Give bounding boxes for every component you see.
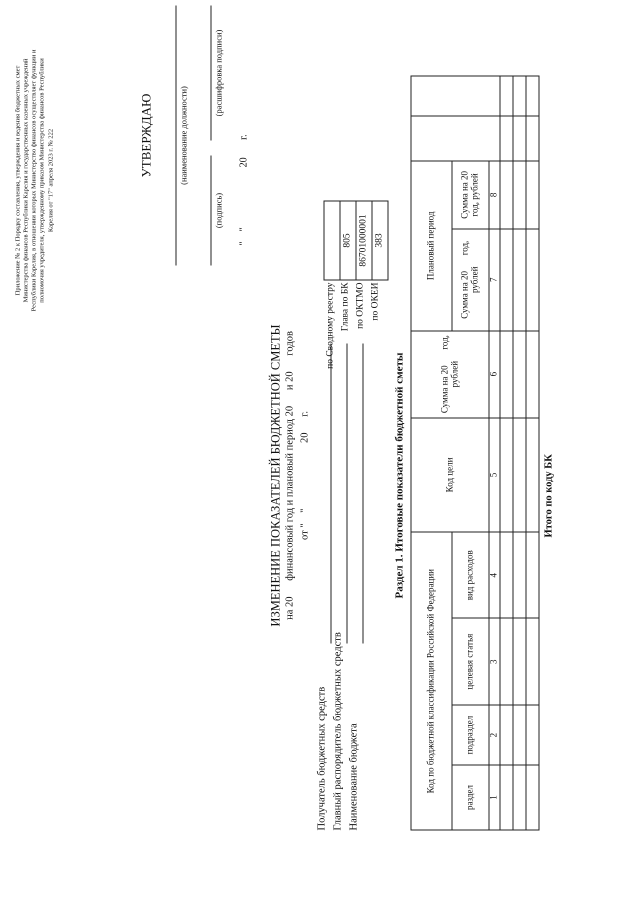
col-subsection: подраздел <box>452 705 489 765</box>
table-cell <box>500 618 513 705</box>
col-number: 4 <box>489 532 500 618</box>
table-cell <box>500 116 513 161</box>
sum-header: Сумма на 20 год, рублей <box>411 330 489 417</box>
table-cell <box>500 330 513 417</box>
table-cell <box>513 76 526 116</box>
bk-header: Код по бюджетной классификации Российской Федерации <box>411 532 452 830</box>
signature-hint: (подпись) <box>213 192 223 228</box>
document-title: ИЗМЕНЕНИЕ ПОКАЗАТЕЛЕЙ БЮДЖЕТНОЙ СМЕТЫ <box>268 323 282 627</box>
table-cell <box>513 330 526 417</box>
recipient-label: Получатель бюджетных средств <box>316 686 327 830</box>
position-hint: (наименование должности) <box>178 85 188 185</box>
table-cell <box>526 618 539 705</box>
table-cell <box>500 705 513 765</box>
appendix-note <box>14 10 55 350</box>
table-cell <box>513 705 526 765</box>
registry-code-label: по Сводному реестру <box>325 282 335 369</box>
table-cell <box>513 417 526 532</box>
appendix-line: Министерства финансов Республики Карелия и государственных казенных учреждений <box>22 58 30 302</box>
decode-hint: (расшифровка подписи) <box>213 29 223 116</box>
chapter-code-cell: 805 <box>340 201 356 280</box>
goal-header: Код цели <box>411 417 489 532</box>
document-date: от " " 20 г. <box>299 410 310 540</box>
section-title: Раздел 1. Итоговые показатели бюджетной сметы <box>393 351 405 599</box>
col-target: целевая статья <box>452 618 489 705</box>
table-cell <box>513 532 526 618</box>
table-cell <box>513 228 526 330</box>
blank-column <box>411 116 500 161</box>
col-number: 6 <box>489 330 500 417</box>
table-cell <box>500 417 513 532</box>
position-line <box>175 5 176 265</box>
table-cell <box>513 116 526 161</box>
table-row <box>526 76 539 830</box>
table-cell <box>526 330 539 417</box>
col-number: 8 <box>489 160 500 228</box>
col-number: 2 <box>489 705 500 765</box>
total-label: Итого по коду БК <box>543 453 554 537</box>
table-cell <box>500 160 513 228</box>
manager-label: Главный распорядитель бюджетных средств <box>332 631 343 830</box>
table-cell <box>526 228 539 330</box>
plan-header: Плановый период <box>411 160 452 330</box>
plan-col-1: Сумма на 20 год, рублей <box>452 228 489 330</box>
oktmo-code-label: по ОКТМО <box>355 282 365 329</box>
chapter-code-label: Глава по БК <box>340 282 350 331</box>
table-cell <box>526 705 539 765</box>
table-cell <box>500 76 513 116</box>
table-cell <box>526 116 539 161</box>
table-cell <box>526 532 539 618</box>
table-cell <box>513 618 526 705</box>
table-cell <box>500 228 513 330</box>
table-row <box>500 76 513 830</box>
oktmo-code-cell: 86701000001 <box>356 201 372 280</box>
signature-line <box>210 155 211 265</box>
approve-date: " " 20 г. <box>238 133 249 245</box>
appendix-line: Республики Карелия, в отношении которых Министерство финансов осуществляет функции и <box>30 49 38 311</box>
col-number: 5 <box>489 417 500 532</box>
col-section: раздел <box>452 765 489 830</box>
budget-line <box>362 343 363 643</box>
indicators-table <box>410 75 539 830</box>
table-cell <box>500 765 513 830</box>
col-number: 3 <box>489 618 500 705</box>
approve-title: УТВЕРЖДАЮ <box>138 93 153 177</box>
okei-code-label: по ОКЕИ <box>370 282 380 321</box>
registry-code-cell <box>324 201 340 280</box>
period-line: на 20 финансовый год и плановый период 20 и 20 годов <box>284 330 295 620</box>
codes-table <box>323 200 388 280</box>
okei-code-cell: 383 <box>372 201 388 280</box>
appendix-line: полномочия учредителя, утвержденному приказом Министерства финансов Республики <box>38 57 46 303</box>
table-cell <box>500 532 513 618</box>
col-number: 1 <box>489 765 500 830</box>
decode-line <box>210 5 211 140</box>
table-row <box>513 76 526 830</box>
manager-line <box>346 343 347 643</box>
budget-label: Наименование бюджета <box>348 722 359 830</box>
blank-column <box>411 76 500 116</box>
plan-col-2: Сумма на 20 год, рублей <box>452 160 489 228</box>
col-kind: вид расходов <box>452 532 489 618</box>
recipient-line <box>330 343 331 643</box>
appendix-line: Карелия от "17" апреля 2023 г. № 222 <box>46 128 54 232</box>
table-cell <box>513 160 526 228</box>
table-cell <box>526 765 539 830</box>
table-cell <box>526 76 539 116</box>
table-cell <box>526 417 539 532</box>
col-number: 7 <box>489 228 500 330</box>
table-cell <box>513 765 526 830</box>
appendix-line: Приложение № 2 к Порядку составления, утверждения и ведения бюджетных смет <box>14 65 21 295</box>
table-cell <box>526 160 539 228</box>
